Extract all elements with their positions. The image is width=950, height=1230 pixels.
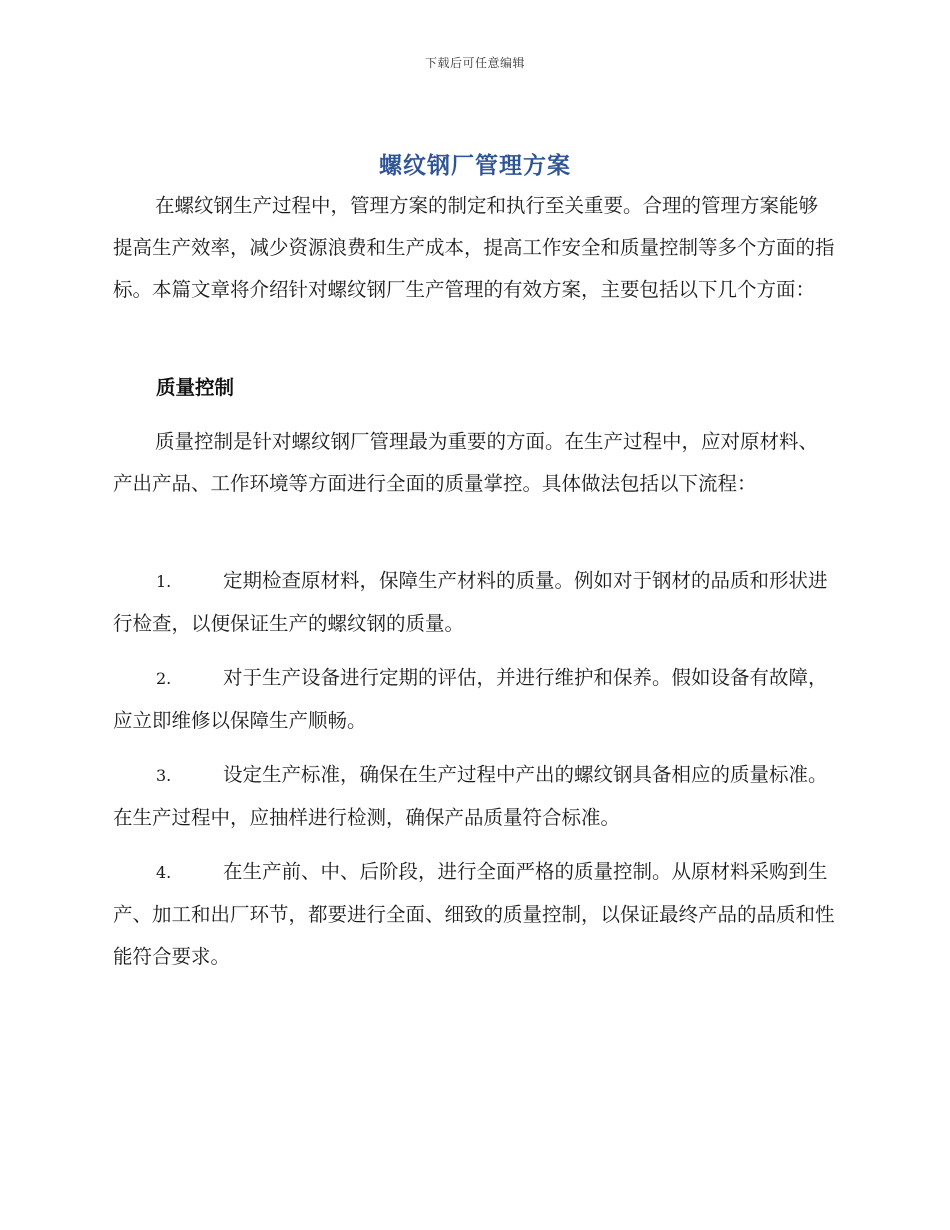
header-note: 下载后可任意编辑	[424, 56, 525, 70]
list-item	[113, 754, 835, 839]
list-item-text: 在生产前、中、后阶段，进行全面严格的质量控制。从原材料采购到生产、加工和出厂环节，都要进行全面、细致的质量控制，以保证最终产品的品质和性能符合要求。	[113, 860, 835, 968]
list-item-number: 2.	[156, 669, 172, 688]
intro-paragraph: 在螺纹钢生产过程中，管理方案的制定和执行至关重要。合理的管理方案能够提高生产效率，减少资源浪费和生产成本，提高工作安全和质量控制等多个方面的指标。本篇文章将介绍针对螺纹钢厂生产管理的有效方案，主要包括以下几个方面：	[113, 194, 835, 301]
section-paragraph: 质量控制是针对螺纹钢厂管理最为重要的方面。在生产过程中，应对原材料、产出产品、工作环境等方面进行全面的质量掌控。具体做法包括以下流程：	[113, 430, 819, 495]
section-heading: 质量控制	[156, 376, 235, 399]
list-item-number: 1.	[156, 572, 172, 591]
list-item-number: 4.	[156, 863, 172, 882]
list-item-text: 定期检查原材料，保障生产材料的质量。例如对于钢材的品质和形状进行检查，以便保证生产的螺纹钢的质量。	[113, 569, 828, 635]
list-item	[113, 560, 835, 645]
list-item-text: 对于生产设备进行定期的评估，并进行维护和保养。假如设备有故障，应立即维修以保障生产顺畅。	[113, 666, 828, 732]
document-title: 螺纹钢厂管理方案	[379, 153, 571, 179]
list-item	[113, 851, 835, 978]
list-item-number: 3.	[156, 766, 172, 785]
list-item-text: 设定生产标准，确保在生产过程中产出的螺纹钢具备相应的质量标准。在生产过程中，应抽样进行检测，确保产品质量符合标准。	[113, 763, 828, 829]
list-item	[113, 657, 835, 742]
